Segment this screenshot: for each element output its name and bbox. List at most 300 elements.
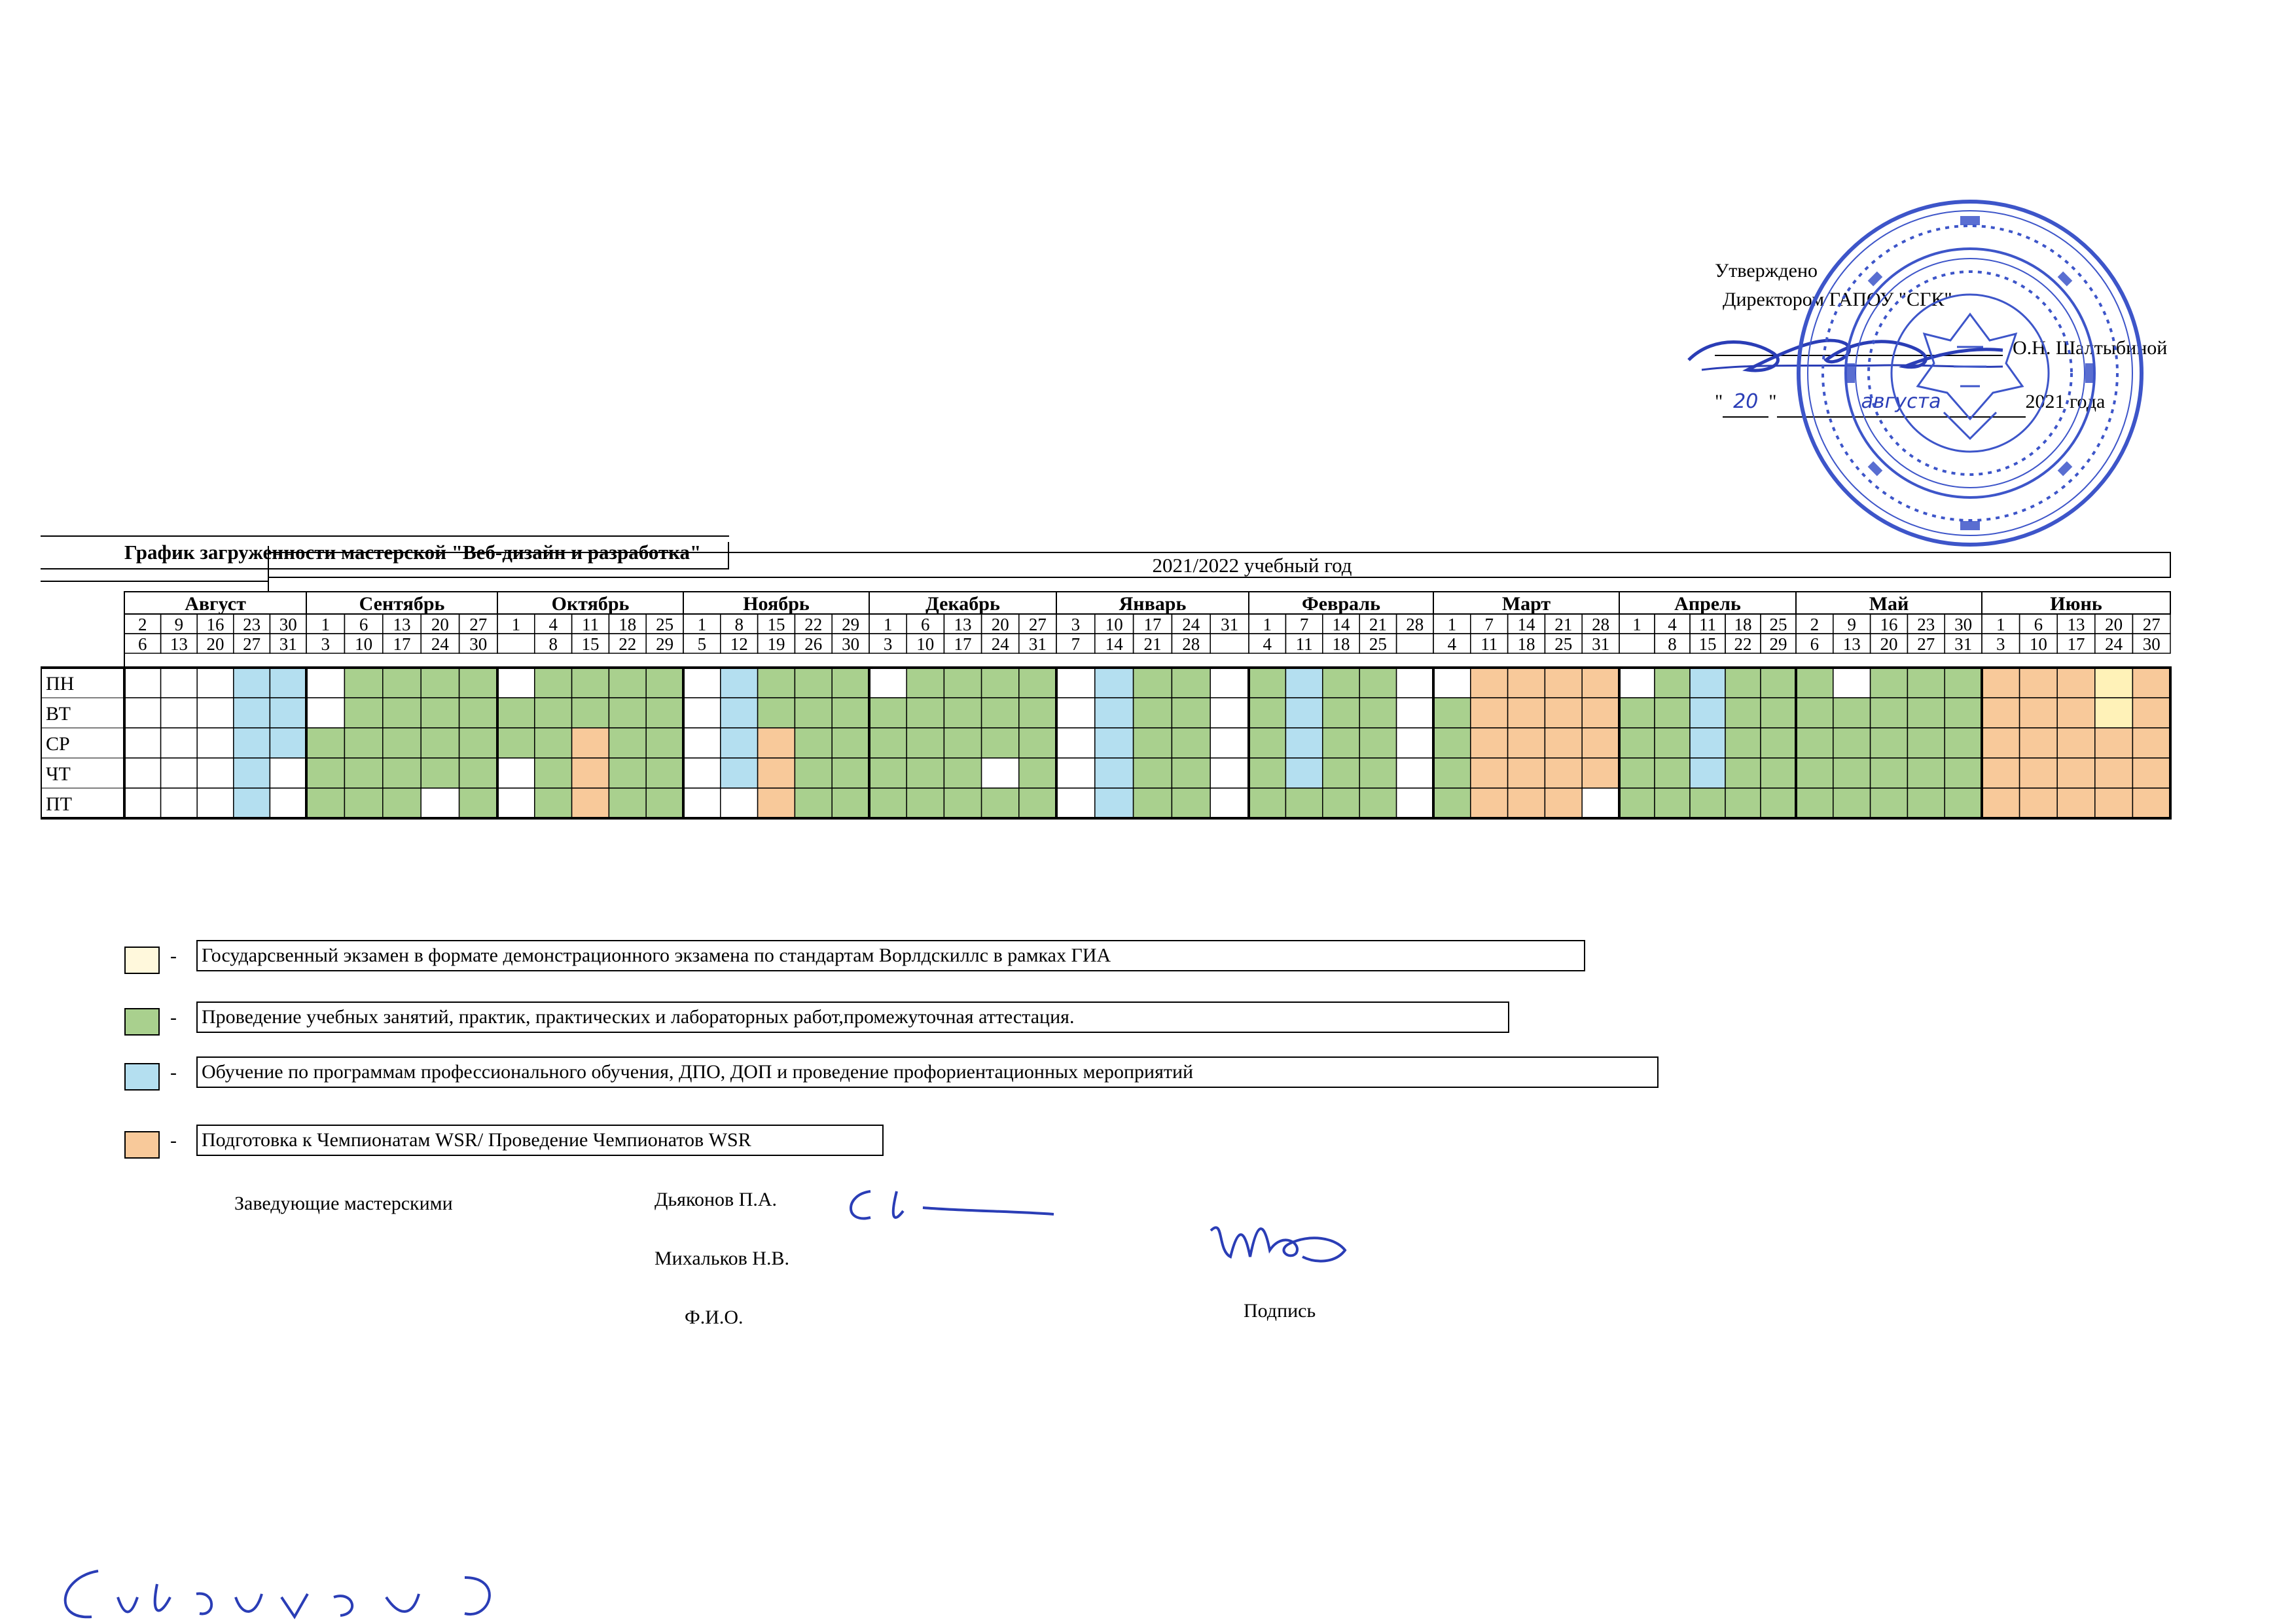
schedule-cell [306,698,344,728]
week-start-date: 6 [359,615,368,634]
schedule-cell [832,668,869,698]
schedule-cell [497,698,535,728]
schedule-cell [1056,788,1095,818]
schedule-cell [795,698,832,728]
schedule-cell [161,698,198,728]
week-end-date: 29 [656,634,674,654]
schedule-cell [1945,758,1982,788]
schedule-cell [1545,668,1582,698]
schedule-cell [1725,668,1761,698]
schedule-cell [1056,668,1095,698]
schedule-cell [1833,668,1871,698]
week-end-date: 25 [1554,634,1573,654]
week-start-date: 6 [2034,615,2043,634]
schedule-cell [758,698,795,728]
schedule-cell [832,758,869,788]
schedule-cell [683,728,721,758]
schedule-cell [2020,698,2058,728]
week-end-date: 30 [469,634,488,654]
schedule-cell [1471,758,1508,788]
schedule-cell [124,728,161,758]
schedule-cell [1945,728,1982,758]
schedule-cell [1761,788,1796,818]
date-year: 2021 года [2025,391,2106,412]
week-end-date: 4 [1447,634,1457,654]
week-end-date: 11 [1295,634,1313,654]
schedule-cell [832,788,869,818]
schedule-cell [1134,698,1172,728]
week-start-date: 13 [393,615,411,634]
week-end-date: 21 [1143,634,1162,654]
schedule-cell [1833,758,1871,788]
schedule-cell [1134,758,1172,788]
week-start-date: 1 [1996,615,2005,634]
schedule-cell [1833,728,1871,758]
schedule-cell [1508,788,1545,818]
schedule-cell [1761,698,1796,728]
schedule-cell [1655,698,1690,728]
schedule-cell [869,758,906,788]
schedule-cell [1619,698,1655,728]
schedule-cell [572,668,609,698]
schedule-cell [306,788,344,818]
schedule-cell [1210,698,1249,728]
week-end-date: 4 [1263,634,1272,654]
schedule-cell [1545,698,1582,728]
schedule-cell [1655,668,1690,698]
schedule-cell [758,728,795,758]
week-start-date: 30 [279,615,297,634]
schedule-cell [1508,668,1545,698]
schedule-cell [944,728,981,758]
week-start-date: 3 [1071,615,1081,634]
schedule-cell [609,788,646,818]
schedule-cell [161,668,198,698]
schedule-cell [906,788,944,818]
schedule-cell [1210,668,1249,698]
schedule-cell [1833,698,1871,728]
schedule-cell [1982,668,2020,698]
schedule-cell [1796,758,1833,788]
schedule-cell [2132,698,2170,728]
schedule-cell [646,698,683,728]
week-end-date: 14 [1105,634,1123,654]
schedule-cell [646,758,683,788]
schedule-cell [1582,668,1619,698]
schedule-cell [383,698,421,728]
month-name: Февраль [1302,593,1380,615]
schedule-cell [1056,698,1095,728]
schedule-cell [1690,668,1725,698]
schedule-cell [1249,758,1285,788]
schedule-cell [1761,728,1796,758]
week-end-date: 26 [804,634,823,654]
schedule-cell [497,668,535,698]
schedule-cell [1725,788,1761,818]
week-end-date: 6 [138,634,147,654]
date-open-quote: " [1715,391,1723,412]
week-end-date: 22 [619,634,637,654]
week-start-date: 17 [1143,615,1162,634]
signature-person1-icon [831,1178,1067,1231]
legend-swatch-exam [124,947,160,974]
week-end-date: 17 [954,634,972,654]
schedule-cell [1210,728,1249,758]
week-end-date: 18 [1517,634,1535,654]
schedule-cell [1323,698,1359,728]
week-end-cell [497,634,535,653]
schedule-cell [383,758,421,788]
schedule-cell [1249,668,1285,698]
schedule-cell [1761,668,1796,698]
schedule-cell [1285,728,1322,758]
month-name: Декабрь [925,593,1000,615]
week-start-date: 20 [2105,615,2123,634]
schedule-cell [1619,758,1655,788]
schedule-cell [944,758,981,788]
schedule-cell [572,758,609,788]
schedule-cell [906,758,944,788]
schedule-cell [1982,698,2020,728]
week-start-date: 4 [548,615,558,634]
schedule-cell [421,728,459,758]
schedule-cell [944,698,981,728]
schedule-cell [795,668,832,698]
week-start-date: 22 [804,615,823,634]
schedule-cell [795,758,832,788]
week-start-date: 27 [469,615,488,634]
schedule-cell [344,788,382,818]
schedule-cell [1285,668,1322,698]
schedule-cell [197,728,234,758]
month-name: Апрель [1674,593,1741,615]
schedule-cell [197,698,234,728]
week-start-date: 29 [842,615,860,634]
legend-dash: - [170,1130,177,1151]
schedule-cell [234,668,270,698]
schedule-cell [2057,668,2095,698]
schedule-cell [459,668,497,698]
legend-swatch-training [124,1063,160,1091]
schedule-cell [1397,788,1433,818]
schedule-cell [1019,788,1056,818]
schedule-cell [832,728,869,758]
schedule-cell [1907,758,1945,788]
schedule-cell [1982,728,2020,758]
schedule-cell [609,698,646,728]
director-name: О.Н. Шалтыбиной [2013,337,2168,359]
schedule-cell [161,788,198,818]
schedule-cell [1619,788,1655,818]
week-start-date: 4 [1668,615,1677,634]
schedule-cell [1871,728,1908,758]
schedule-cell [1690,758,1725,788]
schedule-cell [1582,788,1619,818]
schedule-cell [906,668,944,698]
schedule-cell [1725,758,1761,788]
schedule-cell [197,758,234,788]
schedule-cell [572,728,609,758]
schedule-cell [1019,758,1056,788]
schedule-cell [1725,698,1761,728]
schedule-cell [1359,698,1396,728]
schedule-cell [459,698,497,728]
week-start-date: 1 [321,615,330,634]
week-end-date: 19 [767,634,785,654]
schedule-cell [609,728,646,758]
schedule-cell [344,728,382,758]
schedule-cell [234,728,270,758]
week-start-date: 9 [174,615,184,634]
schedule-cell [721,728,758,758]
schedule-cell [459,788,497,818]
week-start-date: 1 [1632,615,1641,634]
schedule-cell [1471,698,1508,728]
schedule-cell [1249,698,1285,728]
week-start-date: 1 [883,615,893,634]
schedule-cell [1508,758,1545,788]
week-end-date: 24 [991,634,1009,654]
month-name: Октябрь [551,593,630,615]
schedule-cell [832,698,869,728]
schedule-cell [1725,728,1761,758]
schedule-cell [982,788,1019,818]
week-end-date: 18 [1332,634,1350,654]
schedule-cell [1508,698,1545,728]
week-start-date: 21 [1369,615,1387,634]
schedule-cell [683,758,721,788]
week-end-date: 31 [1954,634,1973,654]
week-end-date: 28 [1182,634,1200,654]
legend-text-wsr: Подготовка к Чемпионатам WSR/ Проведение Чемпионатов WSR [196,1125,884,1156]
month-name: Ноябрь [743,593,810,615]
legend-text-training: Обучение по программам профессионального обучения, ДПО, ДОП и проведение профориентационных мероприятий [196,1056,1659,1088]
schedule-cell [1907,668,1945,698]
schedule-cell [1019,668,1056,698]
schedule-cell [1095,668,1134,698]
week-start-date: 13 [954,615,972,634]
schedule-cell [982,728,1019,758]
schedule-cell [1134,728,1172,758]
schedule-cell [1359,758,1396,788]
schedule-cell [1796,788,1833,818]
week-end-date: 8 [548,634,558,654]
schedule-cell [1172,788,1210,818]
schedule-cell [609,758,646,788]
schedule-cell [535,788,572,818]
week-start-date: 24 [1182,615,1200,634]
week-start-date: 9 [1847,615,1856,634]
schedule-cell [1582,698,1619,728]
schedule-cell [1210,788,1249,818]
week-end-date: 6 [1810,634,1820,654]
schedule-cell [1655,758,1690,788]
schedule-cell [2095,668,2133,698]
schedule-cell [1690,728,1725,758]
approval-line2: Директором ГАПОУ "СГК" [1723,289,1952,310]
schedule-title: График загруженности мастерской "Веб-дизайн и разработка" [124,541,702,564]
schedule-cell [344,668,382,698]
schedule-cell [344,758,382,788]
schedule-cell [1359,728,1396,758]
schedule-cell [1285,758,1322,788]
schedule-cell [306,728,344,758]
week-start-date: 1 [697,615,707,634]
schedule-cell [646,728,683,758]
week-end-date: 12 [730,634,748,654]
schedule-cell [1323,668,1359,698]
week-end-cell [1619,634,1655,653]
schedule-cell [609,668,646,698]
week-start-date: 20 [991,615,1009,634]
week-end-date: 22 [1734,634,1752,654]
schedule-cell [1471,668,1508,698]
schedule-cell [2132,788,2170,818]
schedule-cell [270,788,306,818]
schedule-cell [2020,758,2058,788]
schedule-cell [1690,698,1725,728]
schedule-cell [721,698,758,728]
week-start-date: 11 [582,615,599,634]
schedule-cell [459,758,497,788]
month-name: Январь [1119,593,1187,615]
schedule-cell [1907,788,1945,818]
schedule-cell [646,788,683,818]
schedule-cell [944,788,981,818]
schedule-cell [2057,758,2095,788]
schedule-cell [1095,698,1134,728]
week-start-date: 7 [1484,615,1494,634]
schedule-cell [1619,668,1655,698]
schedule-cell [721,758,758,788]
week-start-date: 25 [1769,615,1787,634]
date-day: 20 [1733,390,1759,413]
schedule-cell [1172,668,1210,698]
week-end-date: 15 [581,634,600,654]
schedule-cell [497,728,535,758]
schedule-cell [1871,698,1908,728]
week-start-date: 27 [1028,615,1047,634]
schedule-cell [869,728,906,758]
schedule-cell [869,788,906,818]
schedule-cell [1397,728,1433,758]
week-end-date: 10 [355,634,373,654]
week-start-date: 28 [1406,615,1424,634]
week-start-date: 16 [1880,615,1898,634]
schedule-cell [572,698,609,728]
schedule-cell [1582,728,1619,758]
schedule-cell [234,698,270,728]
schedule-cell [1210,758,1249,788]
schedule-cell [2057,728,2095,758]
week-start-date: 27 [2142,615,2161,634]
week-start-date: 25 [656,615,674,634]
week-end-date: 20 [1880,634,1898,654]
schedule-cell [1907,728,1945,758]
schedule-cell [124,788,161,818]
day-label-2: ВТ [46,703,71,725]
schedule-cell [306,758,344,788]
schedule-cell [161,758,198,788]
schedule-cell [1508,728,1545,758]
week-start-date: 23 [243,615,261,634]
month-name: Август [185,593,246,615]
week-start-date: 31 [1221,615,1239,634]
schedule-cell [869,698,906,728]
schedule-cell [197,788,234,818]
schedule-cell [721,668,758,698]
schedule-cell [1433,788,1471,818]
person2-name: Михальков Н.В. [655,1248,789,1269]
heads-label: Заведующие мастерскими [234,1193,453,1214]
week-start-date: 1 [511,615,521,634]
week-start-date: 15 [767,615,785,634]
week-start-date: 18 [619,615,637,634]
fio-label: Ф.И.О. [685,1307,744,1328]
week-end-date: 30 [2142,634,2161,654]
schedule-cell [383,668,421,698]
week-end-date: 3 [321,634,330,654]
schedule-cell [1945,788,1982,818]
schedule-cell [197,668,234,698]
schedule-cell [1323,758,1359,788]
schedule-cell [2132,758,2170,788]
week-start-date: 1 [1447,615,1457,634]
week-end-date: 10 [916,634,935,654]
schedule-cell [2095,698,2133,728]
week-end-date: 5 [697,634,707,654]
week-start-date: 16 [206,615,224,634]
schedule-cell [944,668,981,698]
schedule-cell [1690,788,1725,818]
schedule-cell [721,788,758,818]
legend-text-classes: Проведение учебных занятий, практик, практических и лабораторных работ,промежуточная аттестация. [196,1001,1509,1033]
week-start-date: 10 [1105,615,1123,634]
schedule-cell [1172,698,1210,728]
week-start-date: 13 [2067,615,2085,634]
schedule-cell [906,698,944,728]
legend-text-exam: Государсвенный экзамен в формате демонстрационного экзамена по стандартам Ворлдскиллс в рамках ГИА [196,940,1585,971]
day-label-5: ПТ [46,793,72,815]
schedule-cell [1095,758,1134,788]
schedule-cell [1397,698,1433,728]
schedule-cell [2132,728,2170,758]
schedule-cell [683,698,721,728]
week-end-date: 13 [1842,634,1861,654]
schedule-cell [1397,668,1433,698]
week-end-date: 27 [243,634,261,654]
schedule-cell [2020,668,2058,698]
approval-line1: Утверждено [1715,260,1818,281]
schedule-cell [2132,668,2170,698]
week-end-date: 31 [1028,634,1047,654]
week-end-cell [1210,634,1249,653]
schedule-cell [1833,788,1871,818]
schedule-cell [421,668,459,698]
month-name: Сентябрь [359,593,445,615]
schedule-cell [1982,788,2020,818]
person1-name: Дьяконов П.А. [655,1189,778,1210]
legend-swatch-classes [124,1008,160,1036]
week-end-date: 30 [842,634,860,654]
title-rule [41,535,729,537]
week-end-date: 3 [1996,634,2005,654]
schedule-cell [1172,758,1210,788]
week-end-date: 10 [2029,634,2047,654]
schedule-cell [1871,788,1908,818]
schedule-cell [1323,728,1359,758]
week-end-date: 31 [279,634,297,654]
